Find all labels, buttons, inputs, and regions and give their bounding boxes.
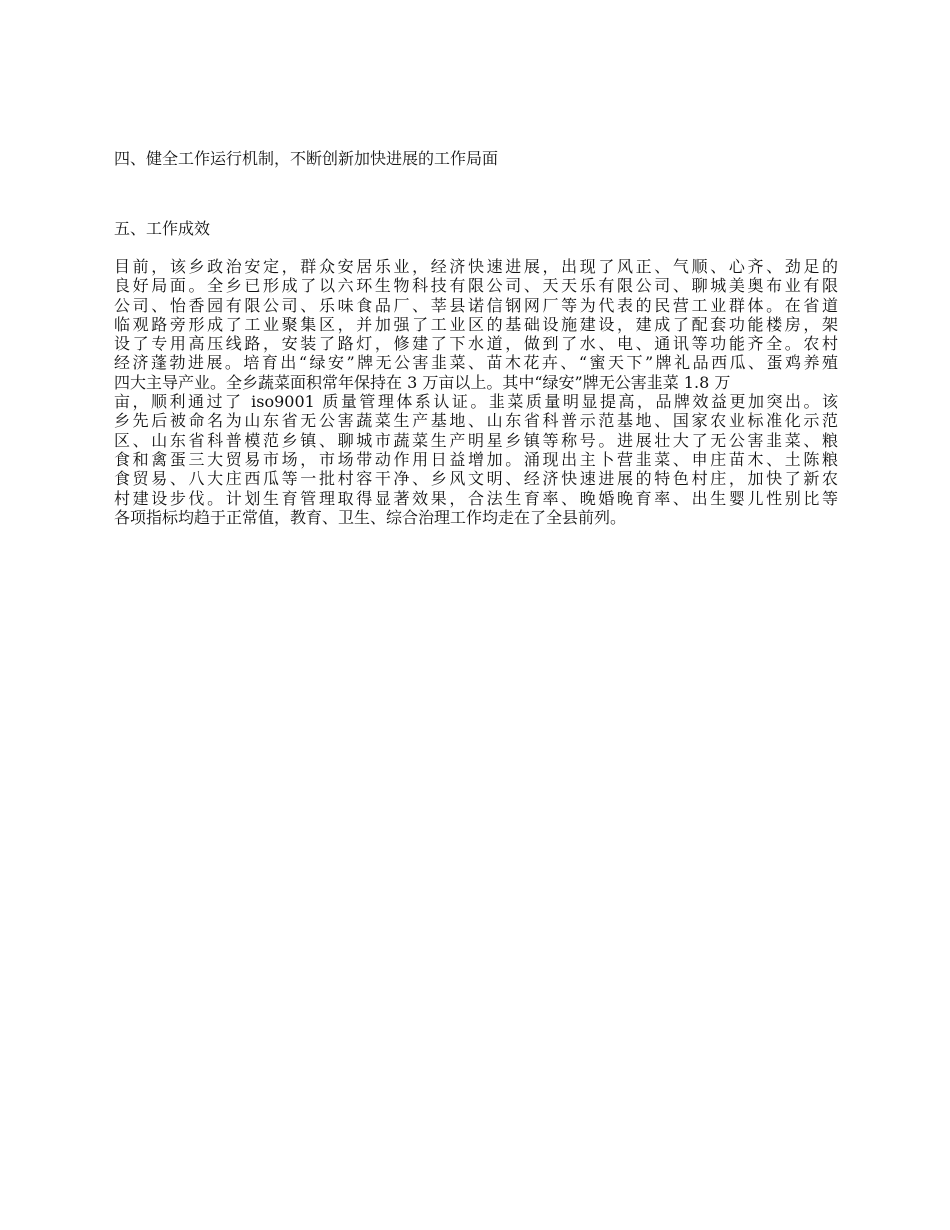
paragraph-line: 临观路旁形成了工业聚集区，并加强了工业区的基础设施建设，建成了配套功能楼房，架: [114, 314, 838, 334]
paragraph-line: 食和禽蛋三大贸易市场，市场带动作用日益增加。涌现出主卜营韭菜、申庄苗木、土陈粮: [114, 449, 838, 469]
paragraph-line: 亩，顺利通过了 iso9001 质量管理体系认证。韭菜质量明显提高，品牌效益更加突出。该: [114, 392, 838, 412]
section-5-paragraph: [114, 257, 838, 527]
paragraph-line: 经济蓬勃进展。培育出“绿安”牌无公害韭菜、苗木花卉、“蜜天下”牌礼品西瓜、蛋鸡养殖: [114, 353, 838, 373]
paragraph-line: 四大主导产业。全乡蔬菜面积常年保持在 3 万亩以上。其中“绿安”牌无公害韭菜 1.8 万: [114, 372, 731, 392]
paragraph-line: 公司、怡香园有限公司、乐味食品厂、莘县诺信钢网厂等为代表的民营工业群体。在省道: [114, 295, 838, 315]
paragraph-line: 良好局面。全乡已形成了以六环生物科技有限公司、天天乐有限公司、聊城美奥布业有限: [114, 276, 838, 296]
section-5-heading: 五、工作成效: [114, 219, 211, 238]
paragraph-line: 设了专用高压线路，安装了路灯，修建了下水道，做到了水、电、通讯等功能齐全。农村: [114, 334, 838, 354]
paragraph-line: 乡先后被命名为山东省无公害蔬菜生产基地、山东省科普示范基地、国家农业标准化示范: [114, 411, 838, 431]
paragraph-line: 村建设步伐。计划生育管理取得显著效果，合法生育率、晚婚晚育率、出生婴儿性别比等: [114, 488, 838, 508]
paragraph-line: 区、山东省科普模范乡镇、聊城市蔬菜生产明星乡镇等称号。进展壮大了无公害韭菜、粮: [114, 430, 838, 450]
paragraph-line: 目前，该乡政治安定，群众安居乐业，经济快速进展，出现了风正、气顺、心齐、劲足的: [114, 257, 838, 276]
section-4-heading: 四、健全工作运行机制，不断创新加快进展的工作局面: [114, 149, 499, 168]
paragraph-line: 食贸易、八大庄西瓜等一批村容干净、乡风文明、经济快速进展的特色村庄，加快了新农: [114, 469, 838, 489]
paragraph-line: 各项指标均趋于正常值，教育、卫生、综合治理工作均走在了全县前列。: [114, 507, 627, 527]
